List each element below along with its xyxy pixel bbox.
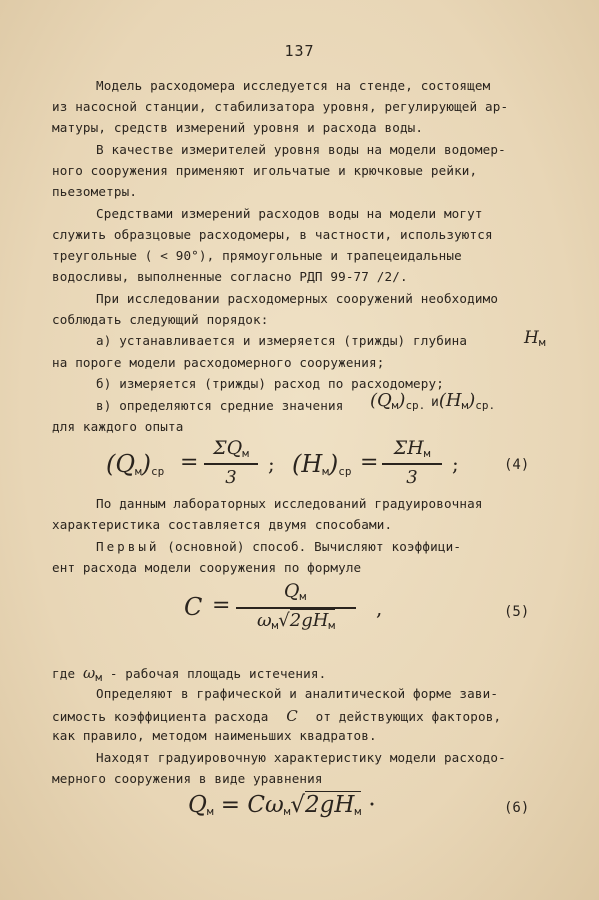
text-line: треугольные ( < 90°), прямоугольные и трапецеидальные xyxy=(52,248,462,263)
text-line: симость коэффициента расхода C от действующих факторов, xyxy=(52,707,502,725)
eq4-equals-2: = xyxy=(360,450,379,475)
inline-formula-means: $(Q_м)_{ср.}$ $и(H_м)_{ср.}$ xyxy=(370,390,496,412)
text-line: из насосной станции, стабилизатора уровня, регулирующей ар- xyxy=(52,99,509,114)
eq5-lhs: C xyxy=(184,593,203,621)
text-line: для каждого опыта xyxy=(52,419,184,434)
text-line: матуры, средств измерений уровня и расхода воды. xyxy=(52,120,424,135)
text-line: характеристика составляется двумя способами. xyxy=(52,517,393,532)
page-number: 137 xyxy=(284,42,315,60)
eq4-fraction-bar-1 xyxy=(204,463,258,465)
inline-formula-hm: $H_м$ xyxy=(524,328,546,349)
text-line: мерного сооружения в виде уравнения xyxy=(52,771,323,786)
eq4-lhs1: $(Q_м)_{ср}$ xyxy=(106,450,165,478)
text-line: По данным лабораторных исследований градуировочная xyxy=(96,496,483,511)
text-line: а) устанавливается и измеряется (трижды) глубина xyxy=(96,333,468,348)
eq4-lhs2: $(H_м)_{ср}$ xyxy=(292,450,352,478)
text-line: ент расхода модели сооружения по формуле xyxy=(52,560,362,575)
text-line: В качестве измерителей уровня воды на модели водомер- xyxy=(96,142,506,157)
eq5-comma: , xyxy=(376,596,383,620)
text-line: Средствами измерений расходов воды на модели могут xyxy=(96,206,483,221)
text-line: Находят градуировочную характеристику модели расходо- xyxy=(96,750,506,765)
eq4-fraction-bar-2 xyxy=(382,463,442,465)
eq4-end: ; xyxy=(452,452,459,476)
eq4-separator: ; xyxy=(268,452,275,476)
eq4-numerator-1: $\Sigma Q_м$ xyxy=(213,437,249,460)
text-line: Определяют в графической и аналитической форме зави- xyxy=(96,686,499,701)
equation-6: $Q_м = C\omega_м√2gH_м$ · xyxy=(188,792,376,818)
eq4-denominator-1: 3 xyxy=(225,467,237,488)
text-line: на пороге модели расходомерного сооружения; xyxy=(52,355,385,370)
eq4-number: (4) xyxy=(504,457,530,473)
eq4-equals-1: = xyxy=(180,450,199,475)
text-line: пьезометры. xyxy=(52,184,138,199)
eq5-radicand: $2gH_м$ xyxy=(289,610,336,632)
eq5-numerator: $Q_м$ xyxy=(283,580,307,603)
text-line: Модель расходомера исследуется на стенде, состоящем xyxy=(96,78,491,93)
eq5-equals: = xyxy=(212,593,231,618)
text-line: При исследовании расходомерных сооружений необходимо xyxy=(96,291,499,306)
eq6-number: (6) xyxy=(504,800,530,816)
text-line: служить образцовые расходомеры, в частности, используются xyxy=(52,227,493,242)
eq5-number: (5) xyxy=(504,604,530,620)
eq6-radicand: $2gH_м$ xyxy=(305,792,362,818)
eq4-denominator-2: 3 xyxy=(406,467,418,488)
text-line: б) измеряется (трижды) расход по расходомеру; xyxy=(96,376,444,391)
text-line: Первый (основной) способ. Вычисляют коэффици- xyxy=(96,539,462,554)
text-line: водосливы, выполненные согласно РДП 99-77 /2/. xyxy=(52,269,408,284)
text-line: где $\omega_м$ - рабочая площадь истечения. xyxy=(52,664,327,684)
text-line: соблюдать следующий порядок: xyxy=(52,312,269,327)
omega-symbol: $\omega_м$ xyxy=(82,664,103,684)
spaced-term: Первый xyxy=(96,539,160,554)
text-line: в) определяются средние значения xyxy=(96,398,344,413)
eq5-denominator: $\omega_м√2gH_м$ xyxy=(256,610,336,632)
eq4-numerator-2: $\Sigma H_м$ xyxy=(393,437,431,460)
coefficient-c-symbol: C xyxy=(286,707,298,725)
text-line: ного сооружения применяют игольчатые и крючковые рейки, xyxy=(52,163,478,178)
text-line: как правило, методом наименьших квадратов. xyxy=(52,728,377,743)
